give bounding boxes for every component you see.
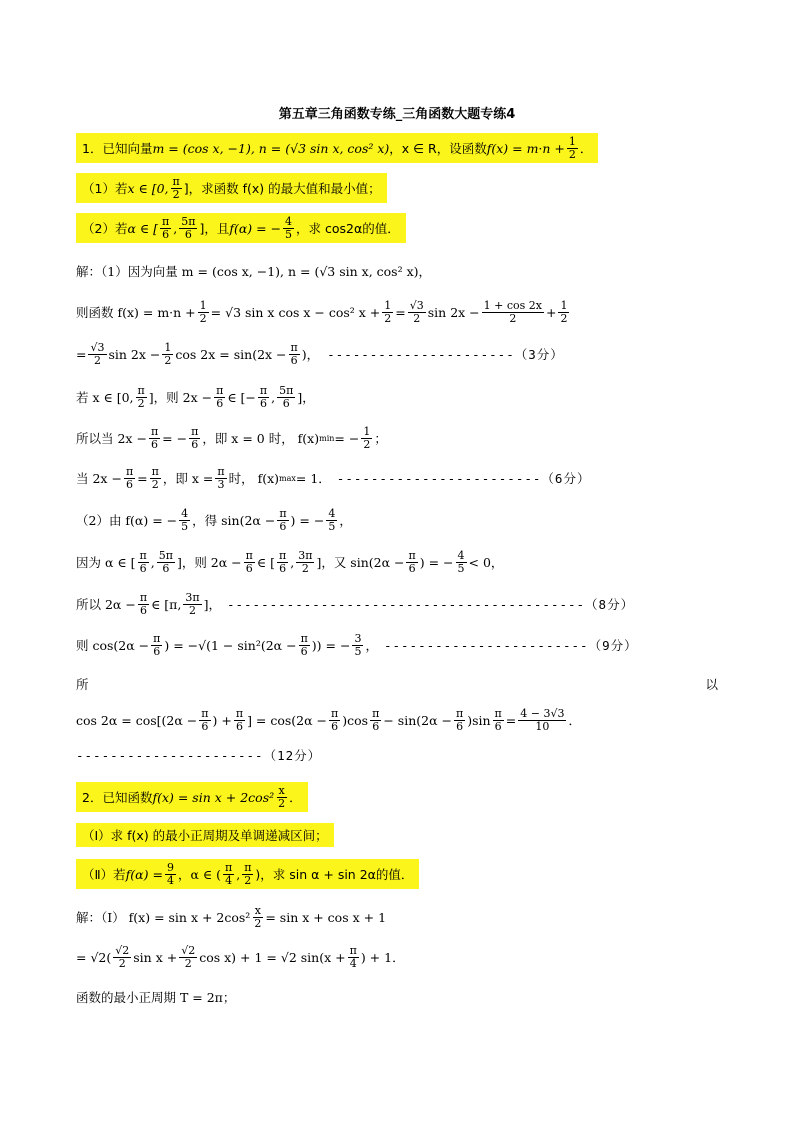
text: = sin x + cos x + 1 (265, 909, 387, 925)
text: 因为 α ∈ [ (76, 555, 136, 571)
text: 当 2x − (76, 471, 122, 487)
den: 2 (278, 796, 286, 810)
text: = (137, 470, 148, 486)
num: 3 (354, 632, 362, 645)
num: π (331, 707, 339, 720)
den: 6 (456, 719, 464, 733)
text: ]， (203, 597, 221, 613)
num: π (372, 707, 380, 720)
sol1-line9 (76, 592, 634, 616)
q1-part2-highlight: （2）若 α ∈ [ $\frac{\pi}{6}$ , $\frac{5\pi}{6}$ ]，且 f(α) = − $\frac{4}{5}$ ，求 cos2α的值． (76, 213, 406, 243)
frac (277, 508, 288, 532)
q1-part1 (76, 173, 387, 203)
frac (223, 862, 234, 886)
den: 2 (118, 956, 126, 970)
text: ]，则 2x − (148, 390, 213, 406)
frac (567, 136, 578, 160)
punct: ． (579, 141, 593, 157)
num: 1 + cos 2x (483, 299, 542, 312)
num: π (224, 861, 233, 874)
text: < 0， (468, 555, 504, 571)
frac (124, 466, 135, 490)
sol2-line1 (76, 905, 386, 929)
text: 则 cos(2α − (76, 638, 150, 654)
q2-highlight (76, 782, 308, 812)
text: = (395, 304, 406, 320)
num: √3 (90, 341, 105, 354)
num: 4 − 3√3 (520, 707, 565, 720)
frac (244, 550, 255, 574)
num: π (290, 341, 298, 354)
num: 1 (164, 341, 172, 354)
text: )) = − (311, 637, 351, 653)
frac (348, 945, 359, 969)
num: √3 (409, 299, 424, 312)
sol1-line7 (76, 508, 352, 532)
text: ]，则 2α − (176, 555, 242, 571)
frac (408, 300, 426, 324)
frac (482, 300, 544, 324)
q2-stem (76, 782, 308, 812)
math: α ∈ [ (127, 220, 158, 236)
den: 4 (225, 873, 233, 887)
text: 时， f(x) (228, 471, 280, 487)
text: , (236, 866, 241, 882)
den: 6 (279, 519, 287, 533)
frac (352, 633, 363, 657)
text: , (271, 389, 276, 405)
num: π (217, 465, 225, 478)
text: 解：（1）因为向量 m = (cos x, −1), n = (√3 sin x, cos² x)， (76, 264, 432, 279)
q1-part1-highlight (76, 173, 387, 203)
frac (179, 508, 190, 532)
page-title: 第五章三角函数专练_三角函数大题专练4 (278, 107, 516, 122)
text: ] = cos(2α − (247, 712, 328, 728)
num: 1 (560, 299, 568, 312)
den: 10 (535, 719, 550, 733)
num: π (279, 507, 287, 520)
frac (88, 342, 106, 366)
sol1-line8: 因为 α ∈ [ $\frac{\pi}{6}$ , $\frac{5\pi}{6}$ ]，则 2α − $\frac{\pi}{6}$ ∈ [ $\frac{\pi}{6}$ , $\frac{3\pi}{2}$ ]，又 sin(2α − $\frac{\pi}{6}$ ) = − $\frac{4}{5}$ < 0， (76, 549, 504, 575)
num: 4 (285, 215, 293, 228)
q1-part2 (76, 213, 406, 243)
text: ，即 x = 0 时， f(x) (202, 431, 320, 447)
frac (179, 945, 197, 969)
frac (214, 385, 225, 409)
frac (299, 633, 310, 657)
text: = (76, 346, 87, 362)
frac (199, 708, 210, 732)
den: 6 (331, 719, 339, 733)
num: π (279, 549, 287, 562)
num: 1 (363, 425, 371, 438)
frac (456, 550, 467, 574)
text: ∈ [ (256, 554, 275, 570)
num: π (300, 632, 308, 645)
text: 所 (76, 677, 89, 692)
sol2-line2 (76, 945, 405, 969)
text: 解：（Ⅰ） f(x) = sin x + 2cos² (76, 910, 251, 926)
frac (252, 905, 263, 929)
num: 4 (457, 549, 465, 562)
score-marker: ------------------------------------------（8分） (226, 597, 635, 613)
q1-highlight (76, 133, 598, 163)
frac (329, 708, 340, 732)
q1-vectors: m = (cos x, −1), n = (√3 sin x, cos² x) (152, 140, 390, 156)
q2-part2 (76, 859, 419, 889)
math: x ∈ [0, (127, 180, 169, 196)
text: ； (374, 431, 387, 447)
sol2-line3 (76, 988, 235, 1006)
num: √2 (181, 944, 196, 957)
num: 5π (279, 384, 294, 397)
den: 5 (457, 561, 465, 575)
frac (518, 708, 566, 732)
text: cos x) + 1 = √2 sin(x + (199, 949, 346, 965)
text: ) = −√(1 − sin²(2α − (164, 637, 297, 653)
num: 1 (199, 299, 207, 312)
num: π (494, 707, 502, 720)
frac (558, 300, 569, 324)
den: 6 (216, 396, 224, 410)
sol1-line3 (76, 342, 564, 366)
text: )， (301, 347, 320, 363)
den: 5 (181, 519, 189, 533)
frac (138, 550, 149, 574)
num: π (201, 707, 209, 720)
num: π (139, 591, 148, 604)
text: ，即 x = (162, 471, 214, 487)
den: 6 (139, 561, 147, 575)
text: cos 2α = cos[(2α − (76, 712, 198, 728)
frac (198, 300, 209, 324)
num: π (245, 549, 253, 562)
frac (183, 592, 201, 616)
num: 1 (568, 135, 576, 148)
text: 2．已知函数 (82, 790, 153, 806)
num: 3π (298, 549, 313, 562)
q2-part1 (76, 823, 334, 847)
frac (493, 708, 504, 732)
text: ， (339, 513, 352, 529)
den: 6 (201, 719, 209, 733)
text: ]，且 (199, 221, 230, 237)
frac (160, 216, 171, 240)
frac (370, 708, 381, 732)
den: 2 (568, 147, 576, 161)
den: 6 (235, 719, 243, 733)
den: 5 (354, 644, 362, 658)
den: 6 (260, 396, 267, 410)
sol1-line5 (76, 426, 387, 450)
den: 6 (184, 227, 192, 241)
sol1-line10 (76, 633, 638, 657)
text: = √2( (76, 949, 112, 965)
den: 6 (408, 561, 416, 575)
den: 2 (363, 437, 371, 451)
den: 4 (349, 956, 357, 970)
num: π (151, 465, 159, 478)
num: π (216, 384, 224, 397)
frac (454, 708, 465, 732)
den: 5 (328, 519, 336, 533)
den: 6 (494, 719, 502, 733)
frac (242, 862, 253, 886)
num: π (191, 425, 199, 438)
text: 则函数 f(x) = m·n + (76, 305, 196, 321)
frac (179, 216, 197, 240)
sol1-line4 (76, 385, 315, 409)
text: ) + (212, 712, 232, 728)
frac (157, 550, 175, 574)
q1-text: ，x ∈ R，设函数 (389, 141, 487, 157)
subscript: min (319, 433, 335, 443)
frac (189, 426, 200, 450)
text: ， (365, 638, 378, 654)
num: x (278, 784, 285, 797)
text: ∈ [π, (151, 596, 182, 612)
num: 1 (384, 299, 392, 312)
den: 2 (151, 477, 159, 491)
sol1-line11 (76, 675, 718, 693)
frac (234, 708, 245, 732)
num: π (150, 425, 159, 438)
num: π (125, 465, 134, 478)
den: 4 (166, 873, 174, 887)
text: ) + 1． (360, 950, 405, 966)
text: （Ⅱ）若 (82, 867, 126, 883)
score-marker: ------------------------（9分） (383, 638, 638, 654)
frac (165, 862, 176, 886)
math: f(α) = (125, 866, 163, 882)
q2-part1-highlight: （Ⅰ）求 f(x) 的最小正周期及单调递减区间； (76, 823, 334, 847)
sol1-line12 (76, 708, 581, 732)
den: 3 (217, 477, 225, 491)
text: ]， (297, 390, 315, 406)
den: 2 (244, 873, 252, 887)
num: 4 (181, 507, 189, 520)
text: = − (334, 430, 360, 446)
den: 6 (282, 396, 290, 410)
text: )，求 sin α + sin 2α的值． (255, 867, 414, 883)
num: π (244, 861, 252, 874)
den: 2 (560, 311, 568, 325)
num: √2 (115, 944, 130, 957)
num: π (161, 215, 170, 228)
q1-text: 1．已知向量 (82, 141, 153, 157)
den: 2 (188, 603, 196, 617)
frac (113, 945, 131, 969)
text: ，α ∈ ( (177, 867, 221, 883)
text: cos 2x = sin(2x − (175, 346, 287, 362)
num: 9 (166, 861, 174, 874)
text: = − (162, 430, 188, 446)
text: sin 2x − (108, 346, 161, 362)
den: 6 (245, 561, 253, 575)
text: （1）若 (82, 181, 128, 197)
den: 6 (372, 719, 380, 733)
den: 2 (164, 353, 172, 367)
text: 函数的最小正周期 T = 2π； (76, 990, 236, 1005)
frac (138, 592, 149, 616)
text: sin x + (133, 949, 178, 965)
den: 6 (290, 353, 298, 367)
text: ，求 cos2α的值． (296, 221, 400, 237)
text: ) = − (419, 554, 454, 570)
frac (215, 466, 226, 490)
math: f(α) = − (229, 220, 282, 236)
frac (149, 426, 160, 450)
den: 6 (153, 644, 161, 658)
text: − sin(2α − (383, 712, 452, 728)
frac (276, 785, 287, 809)
den: 2 (172, 187, 180, 201)
den: 2 (254, 916, 262, 930)
den: 2 (301, 561, 309, 575)
den: 2 (93, 353, 101, 367)
q1-stem (76, 133, 598, 163)
den: 2 (413, 311, 421, 325)
text: = 1． (295, 471, 331, 487)
den: 6 (162, 561, 170, 575)
num: π (235, 707, 244, 720)
num: π (408, 549, 416, 562)
den: 6 (279, 561, 287, 575)
num: 3π (185, 591, 200, 604)
sol1-line1 (76, 262, 431, 280)
den: 6 (139, 603, 147, 617)
text: sin 2x − (427, 304, 480, 320)
frac (326, 508, 337, 532)
text: ，得 sin(2α − (192, 513, 276, 529)
text: （2）若 (82, 221, 128, 237)
frac (382, 300, 393, 324)
num: π (259, 384, 268, 397)
q1-function: f(x) = m·n + (486, 140, 565, 156)
frac (136, 385, 147, 409)
frac (283, 216, 294, 240)
frac (171, 176, 182, 200)
den: 5 (285, 227, 293, 241)
num: π (349, 944, 357, 957)
num: π (137, 384, 145, 397)
den: 6 (300, 644, 308, 658)
score-marker: ----------------------（12分） (76, 748, 322, 763)
punct: ． (289, 790, 302, 806)
text: ) = − (290, 512, 325, 528)
num: π (455, 707, 464, 720)
text: 所以当 2x − (76, 431, 147, 447)
num: x (254, 904, 261, 917)
den: 6 (126, 477, 134, 491)
q2-part2-highlight (76, 859, 419, 889)
text: （2）由 f(α) = − (76, 513, 178, 529)
frac (361, 426, 372, 450)
num: π (172, 175, 180, 188)
text: 所以 2α − (76, 597, 136, 613)
den: 6 (162, 227, 170, 241)
frac (406, 550, 417, 574)
frac (296, 550, 314, 574)
den: 2 (137, 396, 145, 410)
text: ]，又 sin(2α − (316, 555, 405, 571)
sol1-line13 (76, 746, 321, 764)
den: 2 (384, 311, 392, 325)
den: 2 (199, 311, 207, 325)
num: 5π (181, 215, 196, 228)
frac (277, 550, 288, 574)
den: 2 (509, 311, 517, 325)
den: 6 (191, 437, 199, 451)
text: )cos (342, 712, 369, 728)
num: 5π (158, 549, 173, 562)
frac (162, 342, 173, 366)
text: = (505, 712, 517, 728)
frac (258, 385, 269, 409)
score-marker: ------------------------（6分） (336, 471, 591, 487)
den: 6 (151, 437, 159, 451)
frac (277, 385, 295, 409)
text: + (546, 304, 557, 320)
score-marker: ----------------------（3分） (327, 347, 564, 363)
sol1-line6 (76, 466, 590, 490)
text: ]，求函数 f(x) 的最大值和最小值； (183, 181, 381, 197)
text: ． (568, 713, 581, 729)
text: 以 (705, 677, 718, 692)
sol1-line2 (76, 300, 571, 324)
subscript: max (279, 473, 296, 483)
text: )sin (467, 712, 491, 728)
frac (151, 633, 162, 657)
text: = √3 sin x cos x − cos² x + (210, 304, 381, 320)
num: 4 (328, 507, 336, 520)
num: π (153, 632, 161, 645)
frac (289, 342, 300, 366)
den: 2 (184, 956, 192, 970)
frac (150, 466, 161, 490)
num: π (139, 549, 147, 562)
text: ∈ [− (227, 389, 256, 405)
math: f(x) = sin x + 2cos² (152, 789, 275, 805)
text: 若 x ∈ [0, (76, 390, 134, 406)
